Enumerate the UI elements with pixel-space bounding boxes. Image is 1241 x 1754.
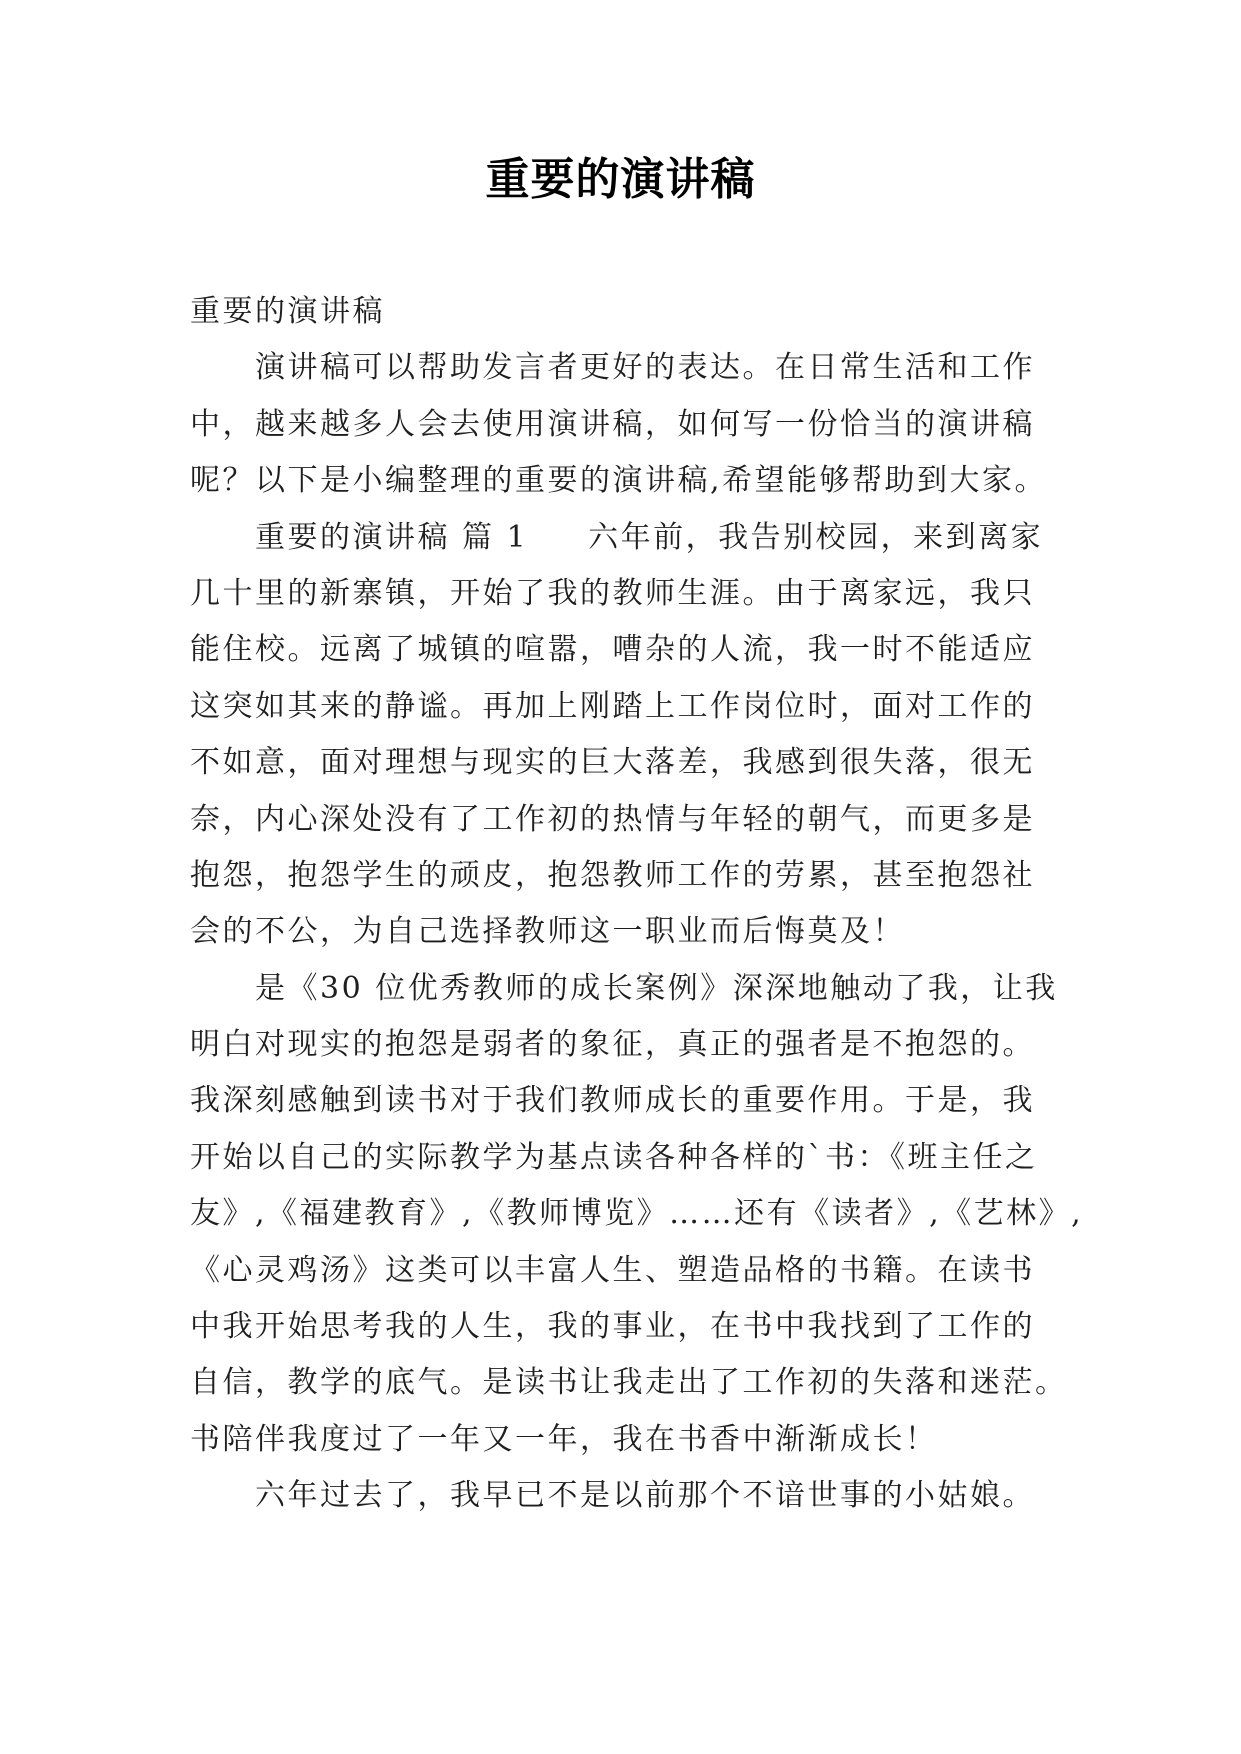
paragraph-line: 书陪伴我度过了一年又一年，我在书香中渐渐成长！	[190, 1421, 938, 1457]
paragraph-line: 是《30 位优秀教师的成长案例》深深地触动了我，让我	[255, 970, 1058, 1006]
document-title: 重要的演讲稿	[485, 154, 756, 205]
section-line	[190, 510, 1090, 566]
paragraph-line: 开始以自己的实际教学为基点读各种各样的`书：《班主任之	[190, 1139, 1038, 1175]
paragraph-line: 自信，教学的底气。是读书让我走出了工作初的失落和迷茫。	[190, 1365, 1068, 1401]
paragraph-line: 呢？以下是小编整理的重要的演讲稿,希望能够帮助到大家。	[190, 463, 1048, 499]
paragraph-line: 这突如其来的静谧。再加上刚踏上工作岗位时，面对工作的	[190, 688, 1035, 724]
section-heading: 重要的演讲稿 篇 1	[255, 519, 529, 555]
paragraph-line: 抱怨，抱怨学生的顽皮，抱怨教师工作的劳累，甚至抱怨社	[190, 857, 1035, 893]
paragraph-line: 我深刻感触到读书对于我们教师成长的重要作用。于是，我	[190, 1083, 1035, 1119]
paragraph-line: 演讲稿可以帮助发言者更好的表达。在日常生活和工作	[255, 350, 1035, 386]
paragraph-line: 中我开始思考我的人生，我的事业，在书中我找到了工作的	[190, 1309, 1035, 1345]
paragraph-line: 六年前，我告别校园，来到离家	[588, 519, 1044, 555]
paragraph-line: 会的不公，为自己选择教师这一职业而后悔莫及！	[190, 914, 905, 950]
document-body	[190, 284, 1090, 1525]
body-heading: 重要的演讲稿	[190, 294, 385, 329]
paragraph-line: 中，越来越多人会去使用演讲稿，如何写一份恰当的演讲稿	[190, 406, 1035, 442]
paragraph-line: 奈，内心深处没有了工作初的热情与年轻的朝气，而更多是	[190, 801, 1035, 837]
paragraph-line: 友》,《福建教育》,《教师博览》……还有《读者》,《艺林》,	[190, 1196, 1084, 1232]
paragraph-line: 几十里的新寨镇，开始了我的教师生涯。由于离家远，我只	[190, 575, 1035, 611]
paragraph-line: 六年过去了，我早已不是以前那个不谙世事的小姑娘。	[255, 1478, 1035, 1514]
paragraph-line: 《心灵鸡汤》这类可以丰富人生、塑造品格的书籍。在读书	[190, 1252, 1035, 1288]
paragraph-line: 能住校。远离了城镇的喧嚣，嘈杂的人流，我一时不能适应	[190, 632, 1035, 668]
paragraph-line: 明白对现实的抱怨是弱者的象征，真正的强者是不抱怨的。	[190, 1027, 1035, 1063]
paragraph-line: 不如意，面对理想与现实的巨大落差，我感到很失落，很无	[190, 745, 1035, 781]
